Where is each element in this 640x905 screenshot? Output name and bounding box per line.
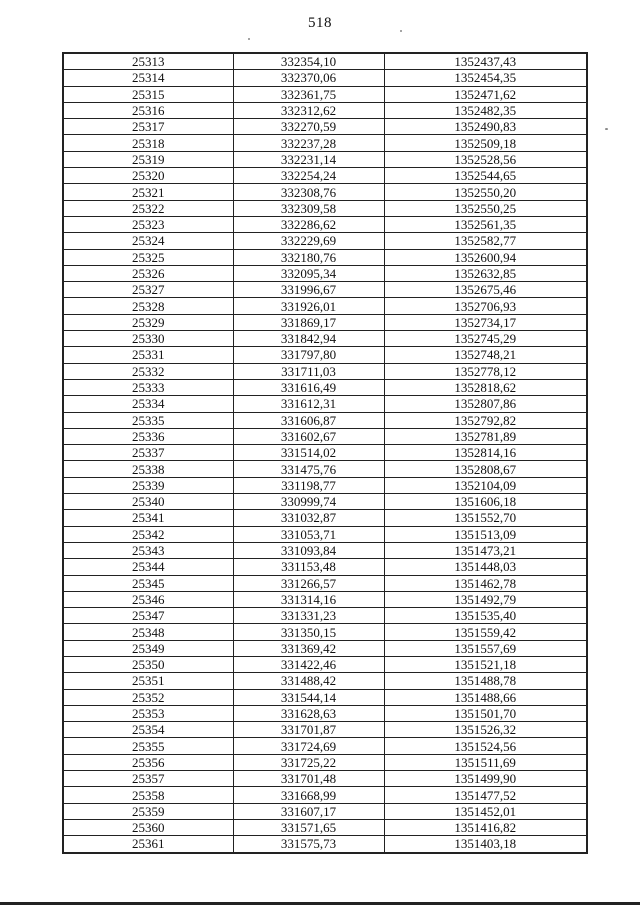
point-number-cell: 25350 xyxy=(63,656,233,672)
scan-speck xyxy=(248,38,250,40)
y-coordinate-cell: 1352528,56 xyxy=(384,151,587,167)
x-coordinate-cell: 332270,59 xyxy=(233,119,384,135)
page-number: 518 xyxy=(308,15,332,31)
x-coordinate-cell: 331571,65 xyxy=(233,819,384,835)
table-row xyxy=(63,738,587,754)
table-row xyxy=(63,722,587,738)
point-number-cell: 25326 xyxy=(63,265,233,281)
y-coordinate-cell: 1352734,17 xyxy=(384,314,587,330)
table-row xyxy=(63,624,587,640)
table-row xyxy=(63,331,587,347)
point-number-cell: 25348 xyxy=(63,624,233,640)
table-row xyxy=(63,656,587,672)
table-row xyxy=(63,575,587,591)
table-row xyxy=(63,119,587,135)
table-row xyxy=(63,396,587,412)
point-number-cell: 25328 xyxy=(63,298,233,314)
x-coordinate-cell: 332237,28 xyxy=(233,135,384,151)
x-coordinate-cell: 331711,03 xyxy=(233,363,384,379)
point-number-cell: 25322 xyxy=(63,200,233,216)
y-coordinate-cell: 1352818,62 xyxy=(384,379,587,395)
x-coordinate-cell: 331198,77 xyxy=(233,477,384,493)
table-row xyxy=(63,363,587,379)
scan-speck xyxy=(605,128,608,130)
table-row xyxy=(63,298,587,314)
point-number-cell: 25359 xyxy=(63,803,233,819)
point-number-cell: 25317 xyxy=(63,119,233,135)
table-row xyxy=(63,102,587,118)
y-coordinate-cell: 1351403,18 xyxy=(384,836,587,853)
y-coordinate-cell: 1351492,79 xyxy=(384,591,587,607)
x-coordinate-cell: 331701,87 xyxy=(233,722,384,738)
table-row xyxy=(63,559,587,575)
y-coordinate-cell: 1352600,94 xyxy=(384,249,587,265)
y-coordinate-cell: 1352807,86 xyxy=(384,396,587,412)
table-row xyxy=(63,673,587,689)
point-number-cell: 25324 xyxy=(63,233,233,249)
table-row xyxy=(63,803,587,819)
x-coordinate-cell: 331701,48 xyxy=(233,771,384,787)
y-coordinate-cell: 1352490,83 xyxy=(384,119,587,135)
y-coordinate-cell: 1352550,25 xyxy=(384,200,587,216)
table-row xyxy=(63,591,587,607)
point-number-cell: 25314 xyxy=(63,70,233,86)
table-row xyxy=(63,265,587,281)
table-row xyxy=(63,510,587,526)
point-number-cell: 25358 xyxy=(63,787,233,803)
point-number-cell: 25315 xyxy=(63,86,233,102)
x-coordinate-cell: 331369,42 xyxy=(233,640,384,656)
y-coordinate-cell: 1351526,32 xyxy=(384,722,587,738)
point-number-cell: 25318 xyxy=(63,135,233,151)
x-coordinate-cell: 331314,16 xyxy=(233,591,384,607)
y-coordinate-cell: 1351552,70 xyxy=(384,510,587,526)
table-row xyxy=(63,461,587,477)
table-row xyxy=(63,754,587,770)
point-number-cell: 25347 xyxy=(63,608,233,624)
x-coordinate-cell: 331996,67 xyxy=(233,282,384,298)
y-coordinate-cell: 1352778,12 xyxy=(384,363,587,379)
x-coordinate-cell: 332309,58 xyxy=(233,200,384,216)
table-row xyxy=(63,200,587,216)
table-row xyxy=(63,184,587,200)
x-coordinate-cell: 332361,75 xyxy=(233,86,384,102)
point-number-cell: 25356 xyxy=(63,754,233,770)
point-number-cell: 25346 xyxy=(63,591,233,607)
table-row xyxy=(63,135,587,151)
y-coordinate-cell: 1351477,52 xyxy=(384,787,587,803)
table-row xyxy=(63,151,587,167)
point-number-cell: 25344 xyxy=(63,559,233,575)
x-coordinate-cell: 331842,94 xyxy=(233,331,384,347)
y-coordinate-cell: 1352781,89 xyxy=(384,428,587,444)
x-coordinate-cell: 332231,14 xyxy=(233,151,384,167)
x-coordinate-cell: 331628,63 xyxy=(233,705,384,721)
point-number-cell: 25323 xyxy=(63,216,233,232)
x-coordinate-cell: 331053,71 xyxy=(233,526,384,542)
x-coordinate-cell: 331926,01 xyxy=(233,298,384,314)
table-row xyxy=(63,249,587,265)
y-coordinate-cell: 1351606,18 xyxy=(384,494,587,510)
table-row xyxy=(63,608,587,624)
y-coordinate-cell: 1352706,93 xyxy=(384,298,587,314)
x-coordinate-cell: 331612,31 xyxy=(233,396,384,412)
point-number-cell: 25335 xyxy=(63,412,233,428)
y-coordinate-cell: 1352745,29 xyxy=(384,331,587,347)
y-coordinate-cell: 1351416,82 xyxy=(384,819,587,835)
table-row xyxy=(63,70,587,86)
x-coordinate-cell: 332286,62 xyxy=(233,216,384,232)
x-coordinate-cell: 332095,34 xyxy=(233,265,384,281)
x-coordinate-cell: 331616,49 xyxy=(233,379,384,395)
y-coordinate-cell: 1352675,46 xyxy=(384,282,587,298)
x-coordinate-cell: 331032,87 xyxy=(233,510,384,526)
y-coordinate-cell: 1351448,03 xyxy=(384,559,587,575)
y-coordinate-cell: 1352814,16 xyxy=(384,445,587,461)
x-coordinate-cell: 331475,76 xyxy=(233,461,384,477)
y-coordinate-cell: 1351511,69 xyxy=(384,754,587,770)
point-number-cell: 25342 xyxy=(63,526,233,542)
table-row xyxy=(63,314,587,330)
y-coordinate-cell: 1351524,56 xyxy=(384,738,587,754)
x-coordinate-cell: 331488,42 xyxy=(233,673,384,689)
y-coordinate-cell: 1351499,90 xyxy=(384,771,587,787)
table-row xyxy=(63,526,587,542)
table-row xyxy=(63,494,587,510)
table-row xyxy=(63,787,587,803)
y-coordinate-cell: 1352792,82 xyxy=(384,412,587,428)
point-number-cell: 25338 xyxy=(63,461,233,477)
y-coordinate-cell: 1352561,35 xyxy=(384,216,587,232)
point-number-cell: 25351 xyxy=(63,673,233,689)
point-number-cell: 25340 xyxy=(63,494,233,510)
x-coordinate-cell: 332229,69 xyxy=(233,233,384,249)
x-coordinate-cell: 331606,87 xyxy=(233,412,384,428)
coordinates-table xyxy=(62,52,588,854)
y-coordinate-cell: 1351535,40 xyxy=(384,608,587,624)
point-number-cell: 25354 xyxy=(63,722,233,738)
x-coordinate-cell: 331422,46 xyxy=(233,656,384,672)
y-coordinate-cell: 1351513,09 xyxy=(384,526,587,542)
table-row xyxy=(63,640,587,656)
y-coordinate-cell: 1352471,62 xyxy=(384,86,587,102)
table-row xyxy=(63,689,587,705)
point-number-cell: 25341 xyxy=(63,510,233,526)
table-row xyxy=(63,819,587,835)
point-number-cell: 25313 xyxy=(63,53,233,70)
y-coordinate-cell: 1351501,70 xyxy=(384,705,587,721)
x-coordinate-cell: 331153,48 xyxy=(233,559,384,575)
y-coordinate-cell: 1352482,35 xyxy=(384,102,587,118)
x-coordinate-cell: 330999,74 xyxy=(233,494,384,510)
point-number-cell: 25316 xyxy=(63,102,233,118)
point-number-cell: 25339 xyxy=(63,477,233,493)
x-coordinate-cell: 331544,14 xyxy=(233,689,384,705)
x-coordinate-cell: 331869,17 xyxy=(233,314,384,330)
table-row xyxy=(63,477,587,493)
point-number-cell: 25357 xyxy=(63,771,233,787)
point-number-cell: 25325 xyxy=(63,249,233,265)
y-coordinate-cell: 1352582,77 xyxy=(384,233,587,249)
y-coordinate-cell: 1352632,85 xyxy=(384,265,587,281)
table-row xyxy=(63,771,587,787)
x-coordinate-cell: 331331,23 xyxy=(233,608,384,624)
x-coordinate-cell: 331350,15 xyxy=(233,624,384,640)
point-number-cell: 25321 xyxy=(63,184,233,200)
y-coordinate-cell: 1352808,67 xyxy=(384,461,587,477)
x-coordinate-cell: 331093,84 xyxy=(233,542,384,558)
coordinates-table-body xyxy=(63,53,587,853)
point-number-cell: 25334 xyxy=(63,396,233,412)
point-number-cell: 25345 xyxy=(63,575,233,591)
table-row xyxy=(63,428,587,444)
point-number-cell: 25336 xyxy=(63,428,233,444)
x-coordinate-cell: 332312,62 xyxy=(233,102,384,118)
table-row xyxy=(63,216,587,232)
table-row xyxy=(63,705,587,721)
point-number-cell: 25331 xyxy=(63,347,233,363)
point-number-cell: 25337 xyxy=(63,445,233,461)
y-coordinate-cell: 1352748,21 xyxy=(384,347,587,363)
point-number-cell: 25327 xyxy=(63,282,233,298)
y-coordinate-cell: 1351521,18 xyxy=(384,656,587,672)
table-row xyxy=(63,53,587,70)
x-coordinate-cell: 332180,76 xyxy=(233,249,384,265)
x-coordinate-cell: 331725,22 xyxy=(233,754,384,770)
point-number-cell: 25319 xyxy=(63,151,233,167)
point-number-cell: 25361 xyxy=(63,836,233,853)
point-number-cell: 25352 xyxy=(63,689,233,705)
x-coordinate-cell: 331602,67 xyxy=(233,428,384,444)
x-coordinate-cell: 331724,69 xyxy=(233,738,384,754)
point-number-cell: 25320 xyxy=(63,168,233,184)
y-coordinate-cell: 1352544,65 xyxy=(384,168,587,184)
table-row xyxy=(63,379,587,395)
x-coordinate-cell: 331575,73 xyxy=(233,836,384,853)
point-number-cell: 25355 xyxy=(63,738,233,754)
table-row xyxy=(63,836,587,853)
x-coordinate-cell: 332354,10 xyxy=(233,53,384,70)
table-row xyxy=(63,412,587,428)
x-coordinate-cell: 332254,24 xyxy=(233,168,384,184)
point-number-cell: 25343 xyxy=(63,542,233,558)
y-coordinate-cell: 1351559,42 xyxy=(384,624,587,640)
y-coordinate-cell: 1351473,21 xyxy=(384,542,587,558)
table-row xyxy=(63,282,587,298)
point-number-cell: 25353 xyxy=(63,705,233,721)
x-coordinate-cell: 332308,76 xyxy=(233,184,384,200)
point-number-cell: 25333 xyxy=(63,379,233,395)
table-row xyxy=(63,168,587,184)
table-row xyxy=(63,86,587,102)
point-number-cell: 25332 xyxy=(63,363,233,379)
y-coordinate-cell: 1351557,69 xyxy=(384,640,587,656)
y-coordinate-cell: 1351452,01 xyxy=(384,803,587,819)
scan-speck xyxy=(400,30,402,32)
y-coordinate-cell: 1352104,09 xyxy=(384,477,587,493)
y-coordinate-cell: 1351488,66 xyxy=(384,689,587,705)
table-row xyxy=(63,445,587,461)
table-row xyxy=(63,233,587,249)
y-coordinate-cell: 1352454,35 xyxy=(384,70,587,86)
x-coordinate-cell: 331797,80 xyxy=(233,347,384,363)
y-coordinate-cell: 1351488,78 xyxy=(384,673,587,689)
point-number-cell: 25329 xyxy=(63,314,233,330)
x-coordinate-cell: 331266,57 xyxy=(233,575,384,591)
table-row xyxy=(63,542,587,558)
x-coordinate-cell: 331514,02 xyxy=(233,445,384,461)
x-coordinate-cell: 332370,06 xyxy=(233,70,384,86)
table-row xyxy=(63,347,587,363)
y-coordinate-cell: 1352509,18 xyxy=(384,135,587,151)
y-coordinate-cell: 1351462,78 xyxy=(384,575,587,591)
y-coordinate-cell: 1352550,20 xyxy=(384,184,587,200)
point-number-cell: 25349 xyxy=(63,640,233,656)
point-number-cell: 25360 xyxy=(63,819,233,835)
y-coordinate-cell: 1352437,43 xyxy=(384,53,587,70)
x-coordinate-cell: 331668,99 xyxy=(233,787,384,803)
x-coordinate-cell: 331607,17 xyxy=(233,803,384,819)
point-number-cell: 25330 xyxy=(63,331,233,347)
